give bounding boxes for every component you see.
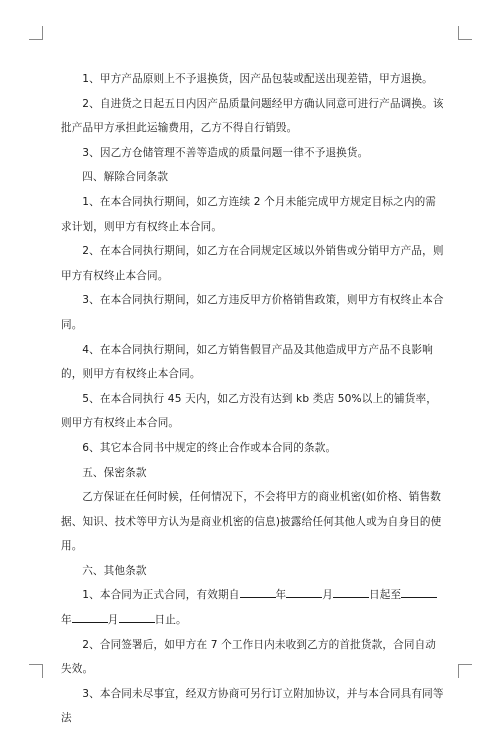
clause-confidentiality: 乙方保证在任何时候，任何情况下，不会将甲方的商业机密(如价格、销售数据、知识、技术等甲方认为是商业机密的信息)披露给任何其他人或为自身目的使用。	[61, 491, 442, 553]
section-heading-other: 六、其他条款	[82, 564, 147, 577]
crop-mark-top-left	[29, 26, 43, 40]
crop-mark-bottom-left	[29, 664, 43, 678]
clause-termination-6: 6、其它本合同书中规定的终止合作或本合同的条款。	[82, 441, 337, 454]
clause-termination-2: 2、在本合同执行期间，如乙方在合同规定区域以外销售或分销甲方产品，则甲方有权终止本合同。	[61, 245, 444, 282]
clause-return-2: 2、自进货之日起五日内因产品质量问题经甲方确认同意可进行产品调换。该批产品甲方承担此运输费用，乙方不得自行销毁。	[61, 97, 444, 135]
clause-supplement: 3、本合同未尽事宜，经双方协商可另行订立附加协议，并与本合同具有同等法	[61, 687, 444, 725]
clause-termination-5: 5、在本合同执行 45 天内，如乙方没有达到 kb 类店 50%以上的铺货率，则甲方有权终止本合同。	[61, 392, 437, 430]
term-year-1: 年	[275, 589, 287, 602]
term-day-1: 日起至	[369, 589, 402, 602]
clause-return-3: 3、因乙方仓储管理不善等造成的质量问题一律不予退换货。	[82, 146, 369, 159]
blank-end-day	[119, 610, 155, 623]
blank-end-month	[72, 610, 108, 623]
clause-term-period	[61, 583, 446, 632]
clause-termination-4: 4、在本合同执行期间，如乙方销售假冒产品及其他造成甲方产品不良影响的，则甲方有权终止本合同。	[61, 343, 433, 381]
clause-payment: 2、合同签署后，如甲方在 7 个工作日内未收到乙方的首批货款，合同自动失效。	[61, 638, 437, 676]
blank-end-year	[401, 585, 437, 598]
crop-mark-top-right	[458, 26, 472, 40]
clause-termination-3: 3、在本合同执行期间，如乙方违反甲方价格销售政策，则甲方有权终止本合同。	[61, 294, 444, 331]
crop-mark-bottom-right	[458, 664, 472, 678]
section-heading-termination: 四、解除合同条款	[82, 171, 169, 184]
term-prefix: 1、本合同为正式合同，有效期自	[82, 589, 240, 602]
clause-return-1: 1、甲方产品原则上不予退换货，因产品包装或配送出现差错，甲方退换。	[82, 73, 433, 85]
term-month-2: 月	[107, 614, 119, 627]
term-year-2: 年	[61, 614, 72, 627]
term-day-2: 日止。	[154, 614, 187, 627]
section-heading-confidentiality: 五、保密条款	[82, 466, 147, 479]
clause-termination-1: 1、在本合同执行期间，如乙方连续 2 个月未能完成甲方规定目标之内的需求计划，则甲方有权终止本合同。	[61, 195, 437, 233]
document-body	[61, 67, 446, 731]
blank-start-month	[286, 585, 322, 598]
blank-start-day	[333, 585, 369, 598]
blank-start-year	[240, 585, 276, 598]
term-month-1: 月	[322, 589, 333, 602]
